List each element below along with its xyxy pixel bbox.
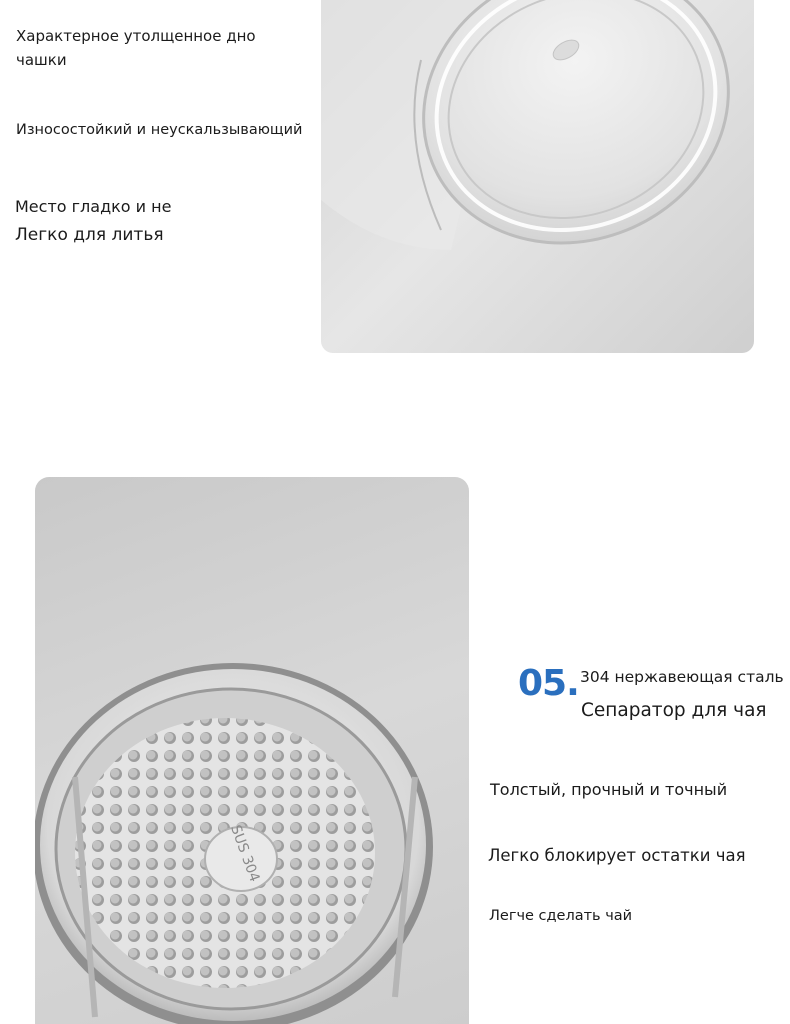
strainer-feature-2: Легко блокирует остатки чая [488,846,746,865]
section-heading-line2: Сепаратор для чая [581,700,767,721]
feature-text-3: Место гладко и не [15,197,172,216]
tea-strainer-illustration [35,477,469,1024]
strainer-feature-1: Толстый, прочный и точный [490,780,728,799]
glass-bottom-illustration [321,0,754,353]
glass-bottom-photo [321,0,754,353]
strainer-feature-3: Легче сделать чай [489,908,633,924]
feature-text-4: Легко для литья [15,225,164,245]
section-number: 05. [518,663,579,704]
feature-text-2: Износостойкий и неускальзывающий [16,122,303,138]
tea-strainer-photo [35,477,469,1024]
section-heading-line1: 304 нержавеющая сталь [580,668,784,686]
feature-text-1: Характерное утолщенное дно чашки [16,27,256,69]
strainer-stamp-text: SUS 304 [227,823,263,885]
